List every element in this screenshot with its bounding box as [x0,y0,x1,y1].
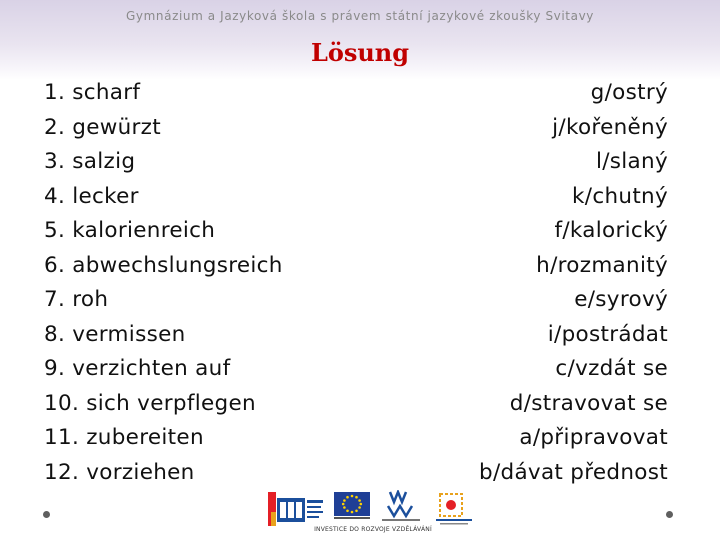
german-word-list [44,76,283,490]
school-name: Gymnázium a Jazyková škola s právem státní jazykové zkoušky Svitavy [126,9,594,23]
list-item: 5. kalorienreich [44,218,216,243]
list-item: k/chutný [572,183,668,209]
list-item: h/rozmanitý [536,252,668,278]
list-item: e/syrový [574,287,668,312]
esf-logo-icon [268,492,324,526]
czech-answer-list [479,76,668,490]
list-item: i/postrádat [547,321,668,347]
list-item: 11. zubereiten [44,425,204,450]
op-vk-logo-icon [434,492,474,526]
list-item: 3. salzig [44,149,136,174]
msmt-logo-icon [380,490,422,524]
list-item: j/kořeněný [552,114,668,140]
list-item: 6. abwechslungsreich [44,252,283,278]
logo-caption: INVESTICE DO ROZVOJE VZDĚLÁVÁNÍ [314,526,432,533]
list-item: c/vzdát se [555,356,668,381]
list-item: 2. gewürzt [44,114,161,140]
bullet-dot-left [43,511,50,518]
list-item: b/dávat přednost [479,459,668,485]
list-item: 10. sich verpflegen [44,390,256,416]
header-band [0,0,720,80]
list-item: a/připravovat [519,425,668,450]
list-item: d/stravovat se [509,390,668,416]
list-item: 4. lecker [44,183,139,209]
list-item: f/kalorický [554,218,668,243]
list-item: 9. verzichten auf [44,356,231,381]
list-item: 12. vorziehen [44,459,195,485]
list-item: l/slaný [595,149,668,174]
list-item: 7. roh [44,287,109,312]
funding-logos [268,490,478,540]
list-item: 8. vermissen [44,321,186,347]
list-item: g/ostrý [590,80,668,105]
slide-title: Lösung [310,38,410,67]
eu-flag-icon [334,492,370,520]
list-item: 1. scharf [44,80,141,105]
bullet-dot-right [666,511,673,518]
